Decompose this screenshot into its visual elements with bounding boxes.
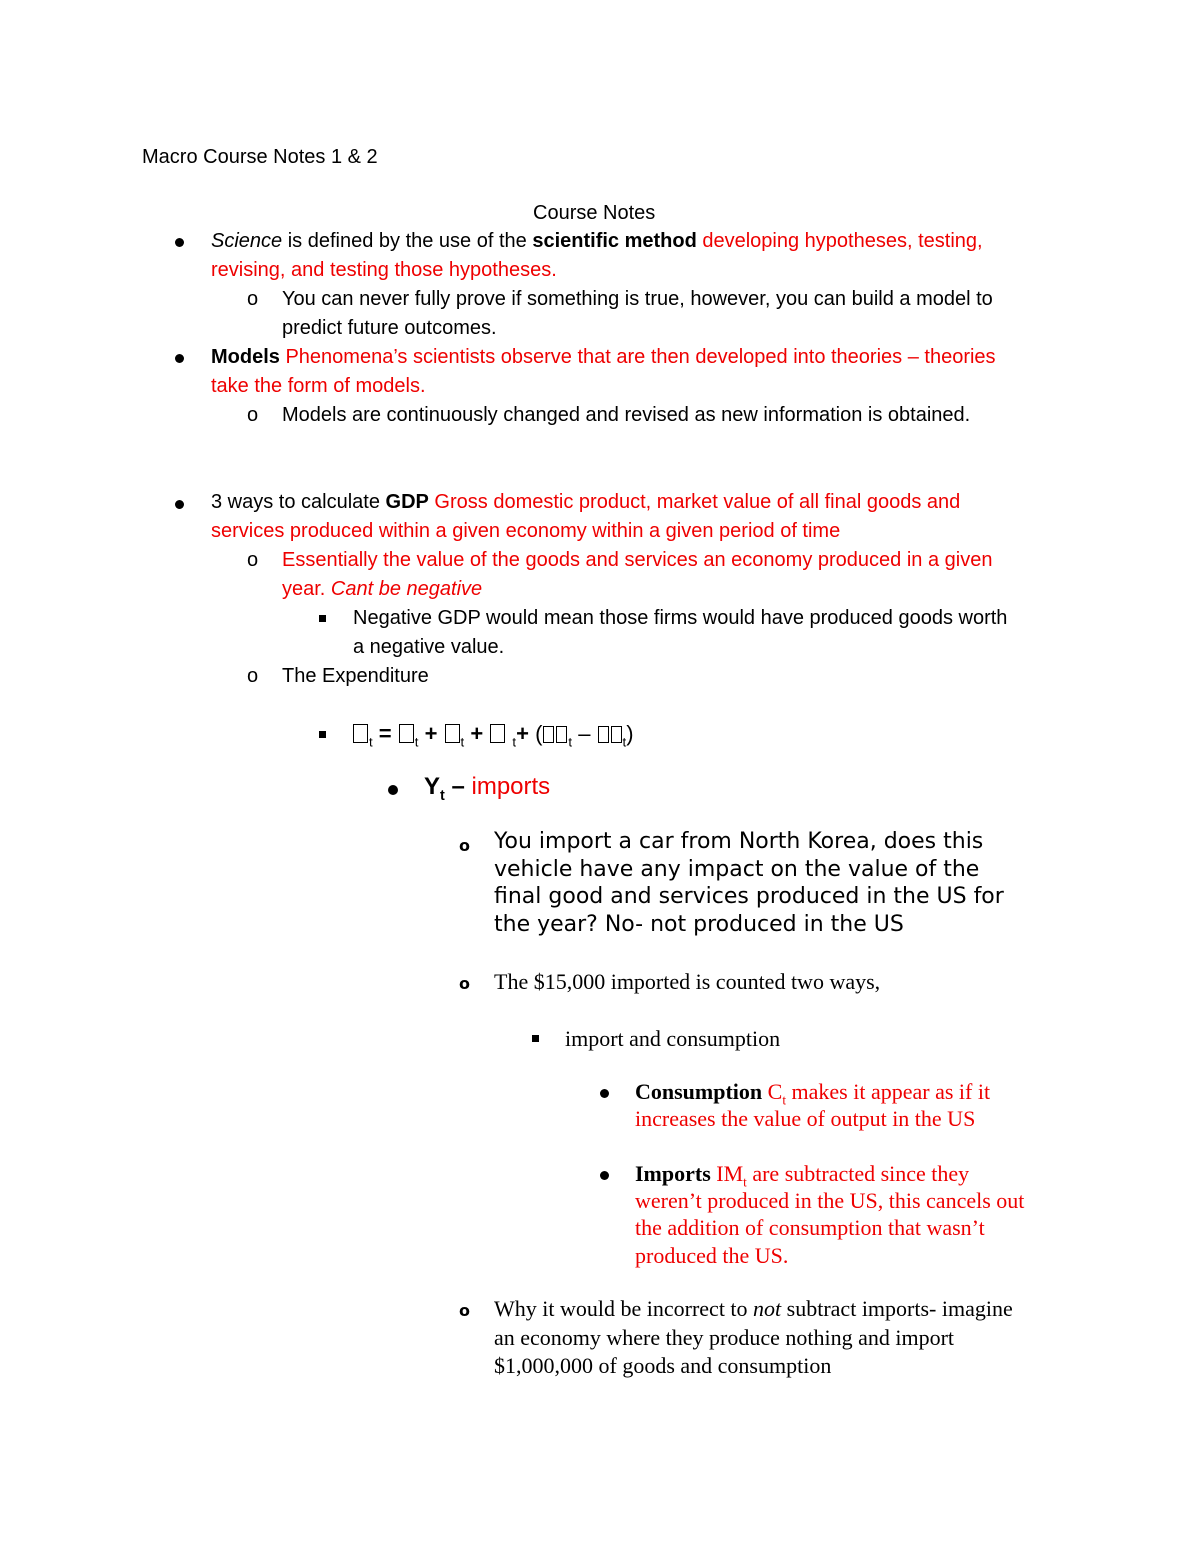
imports-label: imports bbox=[471, 773, 551, 800]
why-b: subtract imports- imagine bbox=[781, 1296, 1013, 1321]
expenditure-label: The Expenditure bbox=[282, 665, 429, 687]
car-line-3: final good and services produced in the US for bbox=[494, 884, 1004, 909]
bullet-ring: o bbox=[247, 665, 259, 687]
document-title: Macro Course Notes 1 & 2 bbox=[142, 146, 378, 168]
bullet-dot bbox=[175, 354, 184, 363]
formula-sub: t bbox=[622, 734, 627, 750]
imports-sym-sub: t bbox=[743, 1174, 747, 1190]
yt-symbol: Y bbox=[424, 773, 441, 800]
models-line-2: take the form of models. bbox=[211, 375, 426, 397]
missing-glyph-icon bbox=[598, 726, 609, 743]
gdp-subsub-1: Negative GDP would mean those firms would have produced goods worth bbox=[353, 607, 1008, 629]
consumption-line-2: increases the value of output in the US bbox=[635, 1106, 976, 1131]
gdp-term: GDP bbox=[385, 491, 429, 513]
science-sub-2: predict future outcomes. bbox=[282, 317, 497, 339]
bullet-square bbox=[319, 615, 326, 622]
science-def-red: developing hypotheses, testing, bbox=[696, 230, 983, 252]
car-line-2: vehicle have any impact on the value of the bbox=[494, 857, 980, 882]
imports-term: Imports bbox=[635, 1161, 711, 1186]
science-line-2: revising, and testing those hypotheses. bbox=[211, 259, 557, 281]
missing-glyph-icon bbox=[556, 726, 567, 743]
consumption-term: Consumption bbox=[635, 1079, 763, 1104]
bullet-ring: o bbox=[247, 288, 259, 310]
gdp-def-1: Gross domestic product, market value of all final goods and bbox=[428, 491, 961, 513]
formula-sub: t bbox=[414, 734, 419, 750]
imports-text-1: are subtracted since they bbox=[746, 1161, 970, 1186]
models-def-1: Phenomena’s scientists observe that are then developed into theories – theories bbox=[279, 346, 996, 368]
bullet-dot bbox=[600, 1171, 609, 1180]
car-line-4: the year? No- not produced in the US bbox=[494, 912, 904, 937]
bullet-dot bbox=[600, 1089, 609, 1098]
gdp-line-2: services produced within a given economy within a given period of time bbox=[211, 520, 841, 542]
bullet-ring: o bbox=[247, 404, 259, 426]
gdp-sub-1b bbox=[282, 578, 482, 601]
bullet-square bbox=[319, 731, 326, 738]
consumption-sym: C bbox=[762, 1079, 783, 1104]
gdp-line-1 bbox=[211, 491, 960, 514]
formula-sub: t bbox=[369, 734, 373, 750]
bullet-dot bbox=[175, 238, 184, 247]
why-line-3: $1,000,000 of goods and consumption bbox=[494, 1353, 832, 1378]
science-def-a: is defined by the use of the bbox=[282, 230, 533, 252]
bullet-dot bbox=[175, 500, 184, 509]
scientific-method-term: scientific method bbox=[532, 230, 697, 252]
cant-be-negative: Cant be negative bbox=[330, 578, 483, 600]
imports-def-line-4: produced the US. bbox=[635, 1243, 789, 1268]
missing-glyph-icon bbox=[490, 724, 505, 743]
missing-glyph-icon bbox=[399, 724, 414, 743]
imports-def-line-1 bbox=[635, 1161, 969, 1190]
imports-def-line-3: the addition of consumption that wasn’t bbox=[635, 1215, 985, 1240]
formula-sub: t bbox=[512, 734, 517, 750]
import-consumption-line: import and consumption bbox=[565, 1026, 781, 1051]
gdp-sub-1b-text: year. bbox=[282, 578, 331, 600]
formula-sub: t bbox=[568, 734, 573, 750]
bullet-ring: o bbox=[247, 549, 259, 571]
yt-sub: t bbox=[440, 787, 445, 804]
why-not: not bbox=[753, 1296, 782, 1321]
gdp-lead: 3 ways to calculate bbox=[211, 491, 386, 513]
section-heading: Course Notes bbox=[533, 202, 656, 224]
science-term: Science bbox=[211, 230, 283, 252]
counted-line: The $15,000 imported is counted two ways, bbox=[494, 969, 881, 994]
consumption-text-1: makes it appear as if it bbox=[786, 1079, 991, 1104]
models-term: Models bbox=[211, 346, 280, 368]
car-line-1: You import a car from North Korea, does this bbox=[494, 829, 984, 854]
missing-glyph-icon bbox=[611, 726, 622, 743]
models-line-1 bbox=[211, 346, 996, 369]
bullet-ring: o bbox=[459, 974, 470, 993]
imports-def-line-2: weren’t produced in the US, this cancels out bbox=[635, 1188, 1025, 1213]
bullet-ring: o bbox=[459, 1301, 470, 1320]
bullet-ring: o bbox=[459, 836, 470, 855]
missing-glyph-icon bbox=[445, 724, 460, 743]
gdp-subsub-2: a negative value. bbox=[353, 636, 505, 658]
consumption-line-1 bbox=[635, 1079, 990, 1108]
why-line-1 bbox=[494, 1296, 1013, 1322]
science-sub-1: You can never fully prove if something is true, however, you can build a model to bbox=[282, 288, 993, 310]
imports-sym: IM bbox=[710, 1161, 744, 1186]
imports-dash: – bbox=[444, 773, 472, 800]
missing-glyph-icon bbox=[353, 724, 368, 743]
models-sub: Models are continuously changed and revised as new information is obtained. bbox=[282, 404, 971, 426]
gdp-formula: $_t$ = $_t$ + $_t$ + $_t$+ ( $_t$ – $_t$) bbox=[352, 721, 634, 749]
science-line-1 bbox=[211, 230, 983, 253]
why-line-2: an economy where they produce nothing and import bbox=[494, 1325, 955, 1350]
why-a: Why it would be incorrect to bbox=[494, 1296, 754, 1321]
imports-line bbox=[424, 773, 550, 804]
consumption-sub: t bbox=[782, 1092, 787, 1108]
bullet-dot bbox=[388, 785, 398, 795]
gdp-sub-1a: Essentially the value of the goods and services an economy produced in a given bbox=[282, 549, 993, 571]
bullet-square bbox=[532, 1035, 539, 1042]
missing-glyph-icon bbox=[543, 726, 554, 743]
formula-sub: t bbox=[460, 734, 465, 750]
